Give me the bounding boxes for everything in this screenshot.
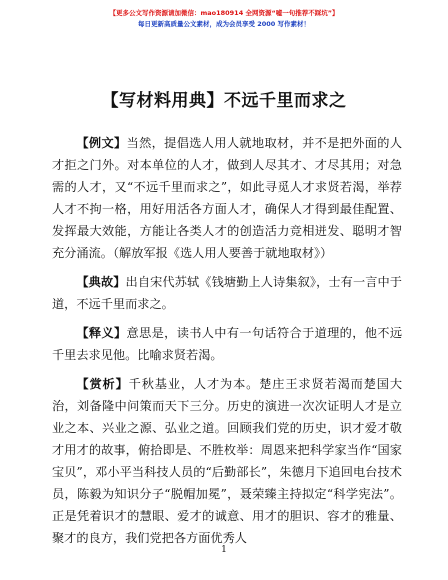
paragraph-example <box>52 132 402 264</box>
promo-line-1: 【更多公文写作资源请加微信：mao180914 全网资源“嘘一句推荐不踩坑”】 <box>109 9 339 17</box>
section-text: 出自宋代苏轼《钱塘勤上人诗集叙》，士有一言中于道，不远千里而求之。 <box>52 275 402 311</box>
section-text: 意思是，读书人中有一句话符合于道理的，他不远千里去求见他。比喻求贤若渴。 <box>52 326 403 362</box>
section-tag: 【例文】 <box>76 136 127 150</box>
section-tag: 【典故】 <box>76 275 126 289</box>
promo-line-2: 每日更新高质量公文素材，成为会员享受 2000 写作素材！ <box>137 20 311 28</box>
paragraph-appreciation <box>52 373 402 549</box>
section-text: 千秋基业，人才为本。楚庄王求贤若渴而楚国大治，刘备隆中问策而天下三分。历史的演进一次次证明人才是立业之本、兴业之源、弘业之道。回顾我们党的历史，识才爱才敬才用才的故事，俯拾即是、不胜枚举：周恩来把科学家当作“国家宝贝”，邓小平当科技人员的“后勤部长”，朱德月下追回电台技术员，陈毅为知识分子“脱帽加冕”，聂荣臻主持拟定“科学宪法”。正是凭着识才的慧眼、爱才的诚意、用才的胆识、容才的雅量、聚才的良方，我们党把各方面优秀人 <box>52 377 403 545</box>
page-number: 1 <box>221 545 227 555</box>
paragraph-meaning <box>52 322 402 366</box>
paragraph-allusion <box>52 271 402 315</box>
section-text: 当然，提倡选人用人就地取材，并不是把外面的人才拒之门外。对本单位的人才，做到人尽其才、才尽其用；对急需的人才，又“不远千里而求之”，如此寻觅人才求贤若渴，举荐人才不拘一格，用好用活各方面人才，确保人才得到最佳配置、发挥最大效能，方能让各类人才的创造活力竞相迸发、聪明才智充分涌流。（解放军报《选人用人要善于就地取材》） <box>52 136 403 260</box>
document-title: 【写材料用典】不远千里而求之 <box>101 91 347 111</box>
document-body <box>52 132 402 556</box>
promo-banner <box>0 8 448 30</box>
section-tag: 【赏析】 <box>76 377 129 391</box>
section-tag: 【释义】 <box>76 326 127 340</box>
